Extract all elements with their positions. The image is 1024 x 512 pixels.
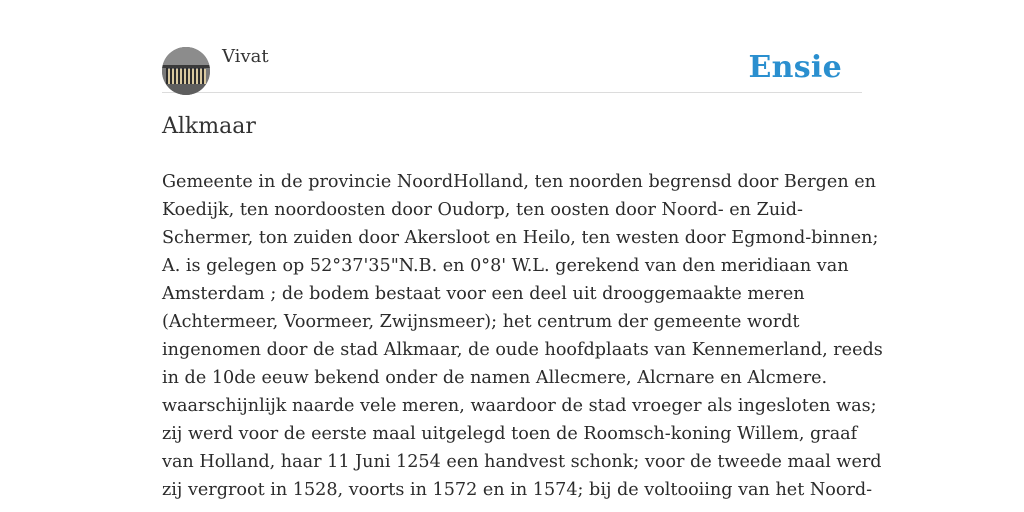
article-line: waarschijnlijk naarde vele meren, waardoor de stad vroeger als ingesloten was;	[162, 396, 877, 416]
article-line: Koedijk, ten noordoosten door Oudorp, ten oosten door Noord- en Zuid-	[162, 200, 803, 220]
article-line: Schermer, ton zuiden door Akersloot en Heilo, ten westen door Egmond-binnen;	[162, 228, 879, 248]
bookshelf-avatar-icon	[162, 47, 210, 95]
article-line: van Holland, haar 11 Juni 1254 een handvest schonk; voor de tweede maal werd	[162, 452, 882, 472]
header	[162, 44, 862, 93]
article-line: zij werd voor de eerste maal uitgelegd toen de Roomsch-koning Willem, graaf	[162, 424, 858, 444]
ensie-logo-link[interactable]: Ensie	[748, 50, 842, 85]
article-line: in de 10de eeuw bekend onder de namen Allecmere, Alcrnare en Alcmere.	[162, 368, 828, 388]
author-avatar[interactable]	[162, 47, 210, 95]
article-line: Gemeente in de provincie NoordHolland, ten noorden begrensd door Bergen en	[162, 172, 876, 192]
author-name-link[interactable]: Vivat	[222, 46, 269, 67]
article-line: A. is gelegen op 52°37'35"N.B. en 0°8' W.L. gerekend van den meridiaan van	[162, 256, 849, 276]
article-title: Alkmaar	[162, 114, 256, 139]
article-body	[162, 168, 883, 504]
article-line: (Achtermeer, Voormeer, Zwijnsmeer); het centrum der gemeente wordt	[162, 312, 800, 332]
article-line: Amsterdam ; de bodem bestaat voor een deel uit drooggemaakte meren	[162, 284, 805, 304]
article-line: ingenomen door de stad Alkmaar, de oude hoofdplaats van Kennemerland, reeds	[162, 340, 883, 360]
article-line: zij vergroot in 1528, voorts in 1572 en in 1574; bij de voltooiing van het Noord-	[162, 480, 873, 500]
